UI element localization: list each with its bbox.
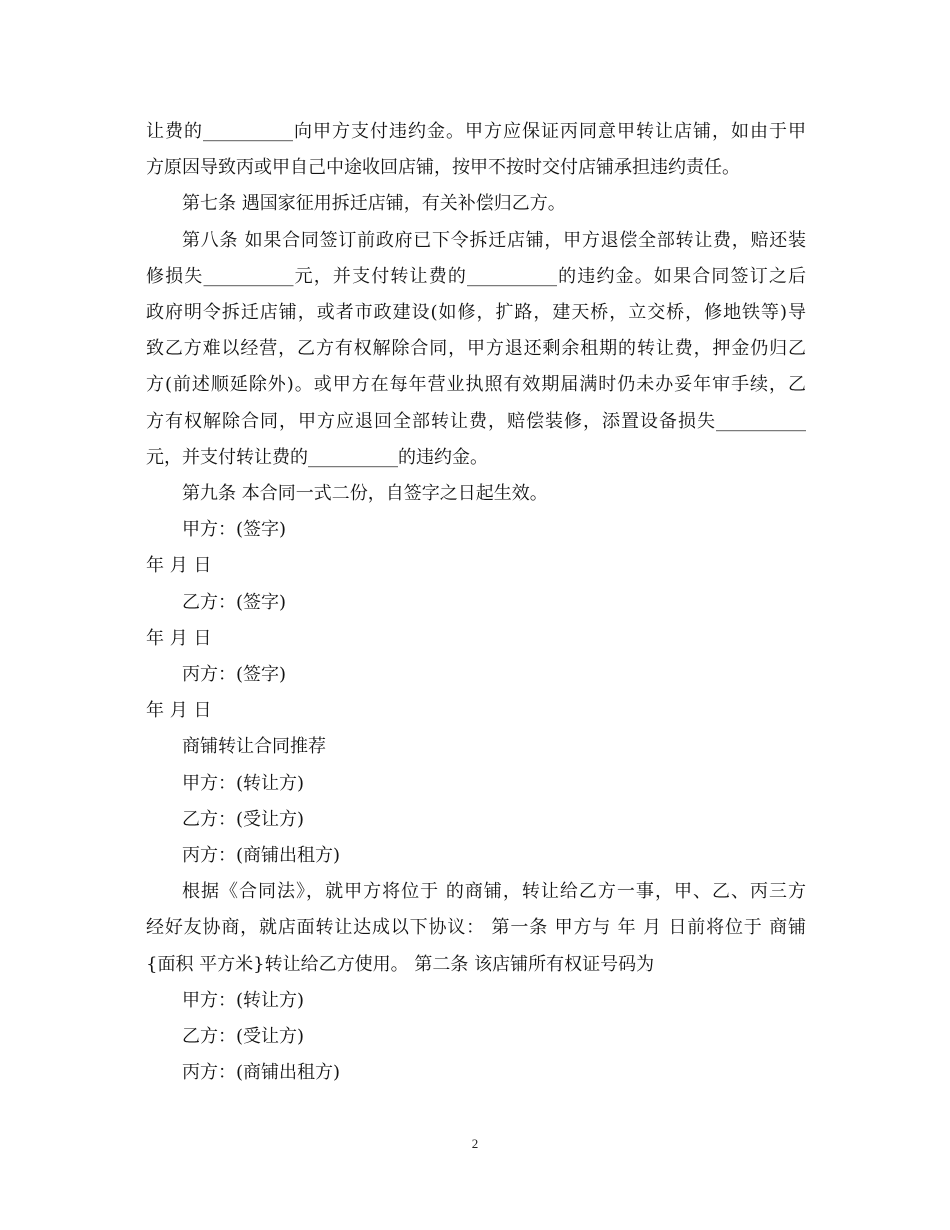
text-line: 让费的__________向甲方支付违约金。甲方应保证丙同意甲转让店铺，如由于甲: [146, 121, 806, 142]
text-line: 致乙方难以经营，乙方有权解除合同，甲方退还剩余租期的转让费，押金仍归乙: [146, 338, 806, 360]
date-line: 年 月 日: [146, 627, 212, 649]
party-b-line: 乙方：(受让方): [182, 808, 305, 830]
signature-party-b: 乙方：(签字): [182, 591, 287, 613]
text-line: 根据《合同法》，就甲方将位于 的商铺，转让给乙方一事，甲、乙、丙三方: [182, 881, 806, 903]
signature-party-c: 丙方：(签字): [182, 664, 287, 686]
text-line: 元，并支付转让费的__________的违约金。: [146, 446, 488, 468]
signature-party-a: 甲方：(签字): [182, 519, 287, 541]
date-line: 年 月 日: [146, 700, 212, 722]
party-c-line: 丙方：(商铺出租方): [182, 845, 341, 867]
party-a-line: 甲方：(转让方): [182, 772, 305, 794]
article-7: 第七条 遇国家征用拆迁店铺，有关补偿归乙方。: [182, 193, 566, 215]
party-a-line: 甲方：(转让方): [182, 989, 305, 1011]
article-9: 第九条 本合同一式二份，自签字之日起生效。: [182, 483, 548, 505]
text-line: 方有权解除合同，甲方应退回全部转让费，赔偿装修，添置设备损失__________: [146, 410, 806, 432]
text-line: 方(前述顺延除外)。或甲方在每年营业执照有效期届满时仍未办妥年审手续，乙: [146, 374, 806, 396]
article-8: 第八条 如果合同签订前政府已下令拆迁店铺，甲方退偿全部转让费，赔还装: [182, 229, 806, 251]
text-line: 经好友协商，就店面转让达成以下协议： 第一条 甲方与 年 月 日前将位于 商铺: [146, 917, 806, 939]
date-line: 年 月 日: [146, 555, 212, 577]
text-line: 政府明令拆迁店铺，或者市政建设(如修，扩路，建天桥，立交桥，修地铁等)导: [146, 302, 806, 324]
party-c-line: 丙方：(商铺出租方): [182, 1062, 341, 1084]
text-line: 修损失__________元，并支付转让费的__________的违约金。如果合同签订之后: [146, 265, 806, 287]
page-number: 2: [471, 1136, 479, 1151]
text-line: 方原因导致丙或甲自己中途收回店铺，按甲不按时交付店铺承担违约责任。: [146, 157, 740, 179]
section-heading: 商铺转让合同推荐: [182, 736, 326, 758]
document-body: [146, 114, 806, 1091]
party-b-line: 乙方：(受让方): [182, 1026, 305, 1048]
text-line: {面积 平方米}转让给乙方使用。 第二条 该店铺所有权证号码为: [146, 953, 655, 975]
